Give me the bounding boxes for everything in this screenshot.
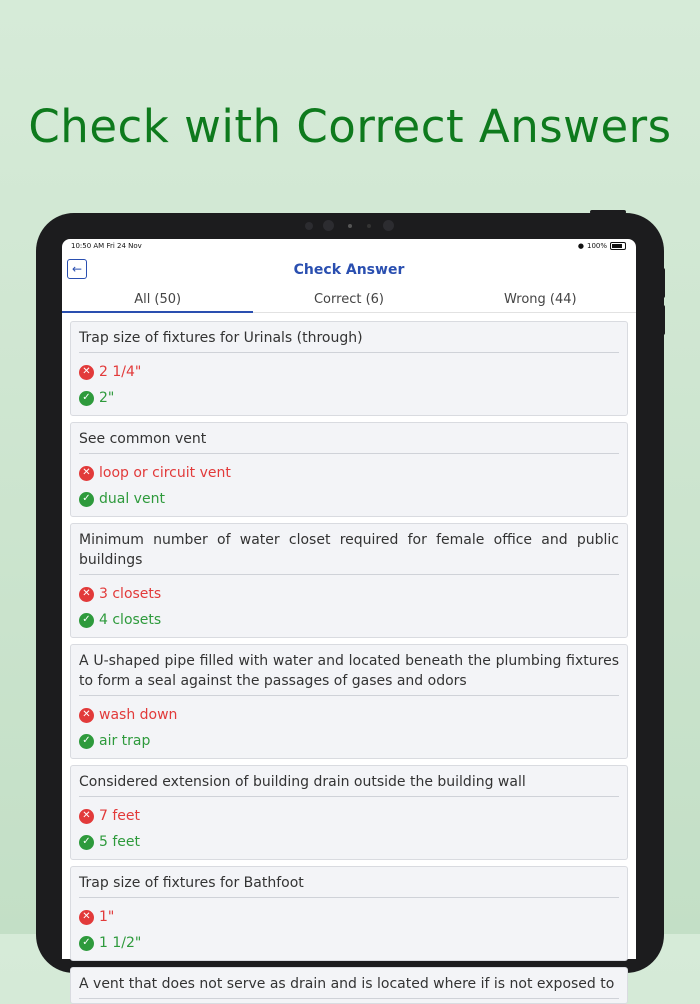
check-circle-icon: ✓ bbox=[79, 734, 94, 749]
camera-bar bbox=[299, 218, 409, 234]
question-text: Trap size of fixtures for Urinals (through) bbox=[79, 328, 619, 353]
wrong-answer bbox=[79, 904, 619, 930]
question-text: Minimum number of water closet required for female office and public buildings bbox=[79, 530, 619, 575]
correct-answer-text: 4 closets bbox=[99, 612, 162, 628]
wrong-answer-text: wash down bbox=[99, 707, 178, 723]
question-text: Trap size of fixtures for Bathfoot bbox=[79, 873, 619, 898]
x-circle-icon: ✕ bbox=[79, 809, 94, 824]
question-text: A U-shaped pipe filled with water and located beneath the plumbing fixtures to form a seal against the passages of gases and odors bbox=[79, 651, 619, 696]
x-circle-icon: ✕ bbox=[79, 466, 94, 481]
question-card bbox=[70, 523, 628, 638]
correct-answer bbox=[79, 486, 619, 512]
answer-list bbox=[62, 313, 636, 1004]
wrong-answer-text: 2 1/4" bbox=[99, 364, 142, 380]
wrong-answer-text: loop or circuit vent bbox=[99, 465, 231, 481]
question-card bbox=[70, 644, 628, 759]
correct-answer bbox=[79, 728, 619, 754]
question-card bbox=[70, 321, 628, 416]
arrow-left-icon: ← bbox=[71, 262, 83, 276]
correct-answer bbox=[79, 829, 619, 855]
question-text: See common vent bbox=[79, 429, 619, 454]
x-circle-icon: ✕ bbox=[79, 365, 94, 380]
question-card bbox=[70, 866, 628, 961]
correct-answer-text: air trap bbox=[99, 733, 151, 749]
correct-answer bbox=[79, 930, 619, 956]
app-screen bbox=[62, 239, 636, 992]
wrong-answer bbox=[79, 581, 619, 607]
question-text: A vent that does not serve as drain and is located where if is not exposed to bbox=[79, 974, 619, 999]
correct-answer bbox=[79, 385, 619, 411]
correct-answer bbox=[79, 607, 619, 633]
nav-bar bbox=[62, 254, 636, 286]
correct-answer-text: 5 feet bbox=[99, 834, 141, 850]
x-circle-icon: ✕ bbox=[79, 708, 94, 723]
question-card bbox=[70, 422, 628, 517]
camera-icon bbox=[305, 222, 313, 230]
battery-percent: 100% bbox=[586, 242, 607, 250]
check-circle-icon: ✓ bbox=[79, 936, 94, 951]
wrong-answer-text: 7 feet bbox=[99, 808, 141, 824]
page-title: Check Answer bbox=[293, 262, 405, 278]
filter-tabs bbox=[62, 286, 636, 313]
camera-icon bbox=[383, 220, 394, 231]
camera-icon bbox=[323, 220, 334, 231]
check-circle-icon: ✓ bbox=[79, 391, 94, 406]
x-circle-icon: ✕ bbox=[79, 587, 94, 602]
status-bar bbox=[62, 239, 636, 254]
question-card bbox=[70, 765, 628, 860]
tab-all[interactable]: All (50) bbox=[62, 286, 253, 312]
check-circle-icon: ✓ bbox=[79, 613, 94, 628]
check-circle-icon: ✓ bbox=[79, 492, 94, 507]
wrong-answer bbox=[79, 803, 619, 829]
status-time: 10:50 AM Fri 24 Nov bbox=[71, 242, 142, 250]
question-text: Considered extension of building drain outside the building wall bbox=[79, 772, 619, 797]
check-circle-icon: ✓ bbox=[79, 835, 94, 850]
x-circle-icon: ✕ bbox=[79, 910, 94, 925]
wrong-answer-text: 3 closets bbox=[99, 586, 162, 602]
question-card bbox=[70, 967, 628, 1004]
wrong-answer bbox=[79, 702, 619, 728]
wifi-icon: ● bbox=[577, 242, 584, 250]
wrong-answer bbox=[79, 359, 619, 385]
tab-wrong[interactable]: Wrong (44) bbox=[504, 292, 577, 307]
camera-icon bbox=[367, 224, 371, 228]
tab-correct[interactable]: Correct (6) bbox=[313, 292, 384, 307]
correct-answer-text: dual vent bbox=[99, 491, 165, 507]
wrong-answer bbox=[79, 460, 619, 486]
camera-icon bbox=[348, 224, 352, 228]
correct-answer-text: 2" bbox=[99, 390, 115, 406]
correct-answer-text: 1 1/2" bbox=[99, 935, 142, 951]
status-indicators bbox=[578, 242, 626, 250]
battery-icon bbox=[610, 242, 626, 250]
wrong-answer-text: 1" bbox=[99, 909, 115, 925]
marketing-headline: Check with Correct Answers bbox=[28, 100, 672, 153]
